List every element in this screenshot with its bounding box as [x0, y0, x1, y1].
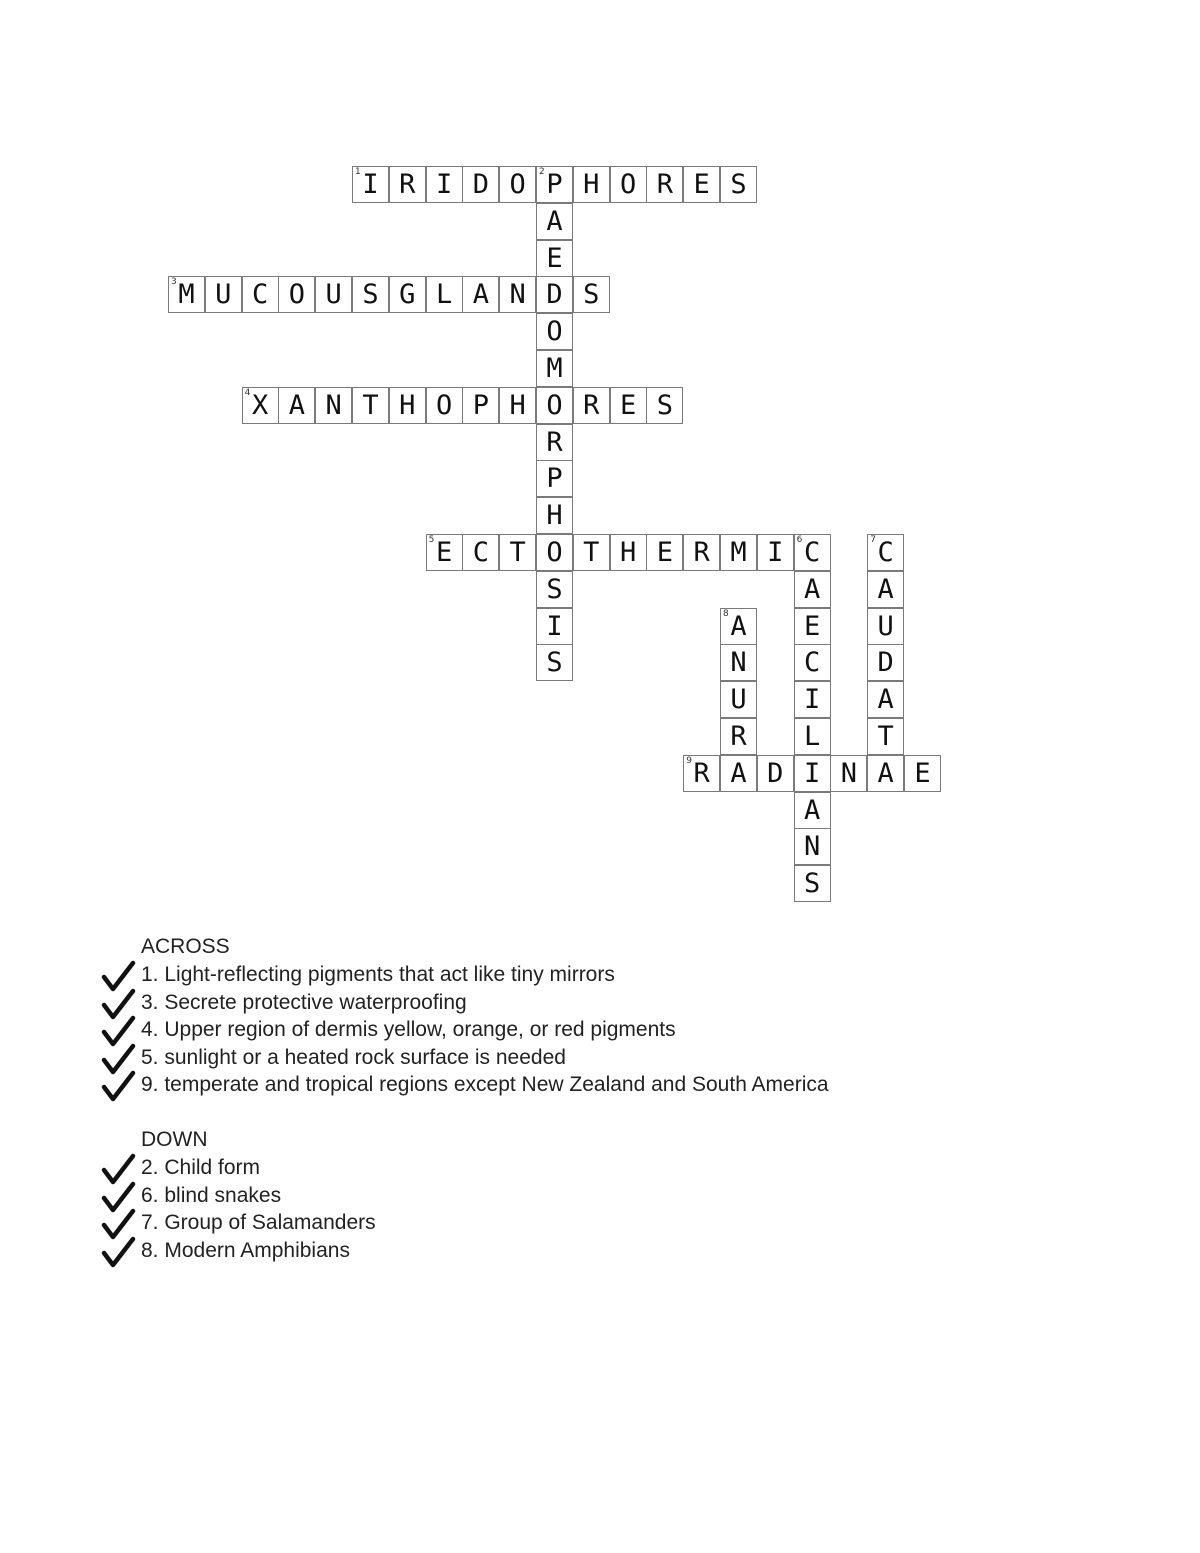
cell-letter: A — [877, 684, 894, 716]
cell-letter: O — [509, 169, 526, 200]
cell-letter: A — [803, 794, 821, 826]
cell-letter: D — [546, 279, 563, 311]
cell-letter: E — [546, 242, 563, 274]
grid-cell — [794, 865, 831, 902]
grid-cell — [794, 534, 831, 571]
grid-cell — [426, 387, 463, 424]
cell-letter: E — [435, 537, 453, 568]
cell-letter: P — [546, 463, 563, 495]
clue-number: 6 — [796, 535, 803, 545]
cell-letter: O — [546, 537, 563, 568]
check-mark-icon — [100, 1069, 136, 1105]
cell-letter: S — [546, 647, 563, 679]
grid-cell — [462, 534, 499, 571]
cell-letter: I — [803, 684, 821, 716]
clue-item — [0, 1046, 1100, 1074]
grid-cell — [536, 166, 573, 203]
cell-letter: I — [803, 757, 821, 789]
cell-letter: E — [656, 537, 674, 568]
grid-cell — [278, 276, 315, 313]
cell-letter: A — [730, 610, 747, 642]
grid-cell — [536, 313, 573, 350]
clue-number: 9 — [686, 755, 692, 766]
grid-cell — [867, 571, 904, 608]
grid-cell — [278, 387, 315, 424]
cell-letter: S — [546, 573, 563, 605]
grid-cell — [610, 534, 647, 571]
clue-number: 8 — [723, 608, 729, 619]
cell-letter: C — [251, 279, 269, 311]
grid-cell — [536, 424, 573, 461]
cell-letter: E — [693, 169, 710, 200]
cell-letter: S — [656, 389, 674, 421]
cell-letter: O — [546, 316, 563, 348]
grid-cell — [462, 387, 499, 424]
cell-letter: E — [914, 757, 931, 789]
clue-text: 2. Child form — [141, 1156, 261, 1179]
cell-letter: A — [730, 757, 747, 789]
grid-cell — [610, 387, 647, 424]
grid-cell — [389, 276, 426, 313]
cell-letter: A — [546, 205, 563, 237]
cell-letter: P — [546, 169, 563, 200]
cell-letter: D — [767, 757, 784, 789]
clue-item — [0, 1184, 1100, 1212]
cell-letter: H — [546, 500, 563, 532]
grid-cell — [720, 608, 757, 645]
grid-cell — [315, 276, 352, 313]
grid-cell — [462, 166, 499, 203]
grid-cell — [720, 644, 757, 681]
grid-cell — [794, 792, 831, 829]
grid-cell — [867, 755, 904, 792]
cell-letter: T — [877, 721, 894, 752]
cell-letter: R — [730, 721, 747, 752]
grid-cell — [499, 166, 536, 203]
clue-item — [0, 1211, 1100, 1239]
grid-cell — [720, 166, 757, 203]
grid-cell — [352, 276, 389, 313]
grid-cell — [352, 166, 389, 203]
grid-cell — [168, 276, 205, 313]
cell-letter: A — [288, 389, 306, 421]
clue-text: 3. Secrete protective waterproofing — [141, 990, 467, 1014]
grid-cell — [867, 681, 904, 718]
grid-cell — [536, 276, 573, 313]
grid-cell — [426, 166, 463, 203]
grid-cell — [683, 166, 720, 203]
cell-letter: U — [877, 610, 894, 642]
cell-letter: A — [877, 573, 894, 605]
cell-letter: E — [803, 610, 821, 642]
cell-letter: N — [325, 389, 342, 421]
cell-letter: D — [472, 169, 490, 200]
grid-cell — [646, 166, 683, 203]
clue-text: 7. Group of Salamanders — [141, 1211, 376, 1234]
cell-letter: I — [362, 169, 379, 200]
cell-letter: L — [803, 721, 821, 752]
cell-letter: D — [877, 647, 894, 679]
cell-letter: O — [546, 389, 563, 421]
cell-letter: A — [472, 279, 490, 311]
grid-cell — [536, 608, 573, 645]
grid-cell — [720, 681, 757, 718]
grid-cell — [867, 644, 904, 681]
cell-letter: P — [472, 389, 490, 421]
clue-number: 5 — [428, 535, 435, 545]
cell-letter: R — [656, 169, 674, 200]
cell-letter: N — [840, 757, 858, 789]
grid-cell — [867, 608, 904, 645]
grid-cell — [536, 387, 573, 424]
grid-cell — [426, 534, 463, 571]
clue-text: 4. Upper region of dermis yellow, orange, or red pigments — [141, 1018, 676, 1041]
grid-cell — [794, 571, 831, 608]
cell-letter: M — [730, 537, 747, 568]
grid-cell — [757, 755, 794, 792]
grid-cell — [904, 755, 941, 792]
cell-letter: H — [583, 169, 600, 200]
cell-letter: C — [472, 537, 490, 568]
grid-cell — [867, 534, 904, 571]
cell-letter: T — [362, 389, 379, 421]
grid-cell — [205, 276, 242, 313]
grid-cell — [720, 755, 757, 792]
cell-letter: R — [583, 389, 600, 421]
clue-text: 5. sunlight or a heated rock surface is needed — [141, 1045, 566, 1069]
grid-cell — [389, 166, 426, 203]
clue-number: 7 — [870, 535, 876, 545]
grid-cell — [499, 534, 536, 571]
cell-letter: U — [325, 279, 342, 311]
clue-text: 1. Light-reflecting pigments that act like tiny mirrors — [141, 963, 615, 986]
grid-cell — [720, 718, 757, 755]
grid-cell — [242, 276, 279, 313]
grid-cell — [536, 240, 573, 277]
grid-cell — [573, 276, 610, 313]
grid-cell — [352, 387, 389, 424]
grid-cell — [646, 387, 683, 424]
grid-cell — [536, 497, 573, 534]
cell-letter: C — [803, 537, 821, 568]
clue-item — [0, 1018, 1100, 1046]
cell-letter: N — [803, 831, 821, 863]
clue-item — [0, 1073, 1100, 1101]
cell-letter: S — [362, 279, 379, 311]
check-mark-icon — [100, 1235, 136, 1271]
grid-cell — [315, 387, 352, 424]
clue-text: 6. blind snakes — [141, 1183, 282, 1207]
grid-cell — [499, 387, 536, 424]
cell-letter: O — [619, 169, 637, 200]
grid-cell — [720, 534, 757, 571]
cell-letter: T — [583, 537, 600, 568]
clue-number: 2 — [539, 167, 545, 177]
cell-letter: I — [767, 537, 784, 568]
grid-cell — [683, 534, 720, 571]
cell-letter: X — [251, 389, 269, 421]
cell-letter: G — [399, 279, 416, 311]
clue-item — [0, 1156, 1100, 1184]
across-heading: ACROSS — [141, 935, 230, 958]
cell-letter: S — [730, 169, 747, 200]
grid-cell — [536, 350, 573, 387]
grid-cell — [536, 644, 573, 681]
grid-cell — [794, 718, 831, 755]
clue-number: 1 — [355, 167, 361, 177]
cell-letter: N — [509, 279, 526, 311]
clue-number: 3 — [171, 277, 177, 288]
grid-cell — [610, 166, 647, 203]
clue-item — [0, 991, 1100, 1019]
cell-letter: S — [803, 868, 821, 900]
cell-letter: A — [877, 757, 894, 789]
grid-cell — [389, 387, 426, 424]
grid-cell — [830, 755, 867, 792]
grid-cell — [242, 387, 279, 424]
cell-letter: S — [583, 279, 600, 311]
cell-letter: U — [730, 684, 747, 716]
cell-letter: N — [730, 647, 747, 679]
down-heading: DOWN — [141, 1128, 208, 1151]
grid-cell — [536, 534, 573, 571]
cell-letter: R — [399, 169, 416, 200]
clue-text: 9. temperate and tropical regions except New Zealand and South America — [141, 1073, 829, 1096]
cell-letter: O — [288, 279, 306, 311]
grid-cell — [757, 534, 794, 571]
clue-number: 4 — [244, 387, 251, 398]
grid-cell — [646, 534, 683, 571]
cell-letter: M — [546, 353, 563, 384]
clue-item — [0, 963, 1100, 991]
grid-cell — [794, 644, 831, 681]
cell-letter: O — [435, 389, 453, 421]
cell-letter: C — [877, 537, 894, 568]
grid-cell — [426, 276, 463, 313]
clue-item — [0, 1239, 1100, 1267]
cell-letter: U — [215, 279, 232, 311]
grid-cell — [573, 534, 610, 571]
grid-cell — [462, 276, 499, 313]
cell-letter: I — [435, 169, 453, 200]
grid-cell — [536, 571, 573, 608]
cell-letter: E — [619, 389, 637, 421]
cell-letter: R — [693, 537, 710, 568]
grid-cell — [794, 828, 831, 865]
cell-letter: L — [435, 279, 453, 311]
cell-letter: H — [619, 537, 637, 568]
grid-cell — [536, 203, 573, 240]
cell-letter: I — [546, 610, 563, 642]
cell-letter: R — [693, 757, 710, 789]
grid-cell — [794, 755, 831, 792]
cell-letter: H — [399, 389, 416, 421]
grid-cell — [536, 460, 573, 497]
grid-cell — [794, 608, 831, 645]
grid-cell — [573, 166, 610, 203]
cell-letter: A — [803, 573, 821, 605]
cell-letter: T — [509, 537, 526, 568]
grid-cell — [573, 387, 610, 424]
grid-cell — [794, 681, 831, 718]
cell-letter: R — [546, 426, 563, 458]
cell-letter: H — [509, 389, 526, 421]
grid-cell — [683, 755, 720, 792]
cell-letter: M — [178, 279, 195, 311]
clue-text: 8. Modern Amphibians — [141, 1238, 350, 1262]
grid-cell — [867, 718, 904, 755]
cell-letter: C — [803, 647, 821, 679]
grid-cell — [499, 276, 536, 313]
